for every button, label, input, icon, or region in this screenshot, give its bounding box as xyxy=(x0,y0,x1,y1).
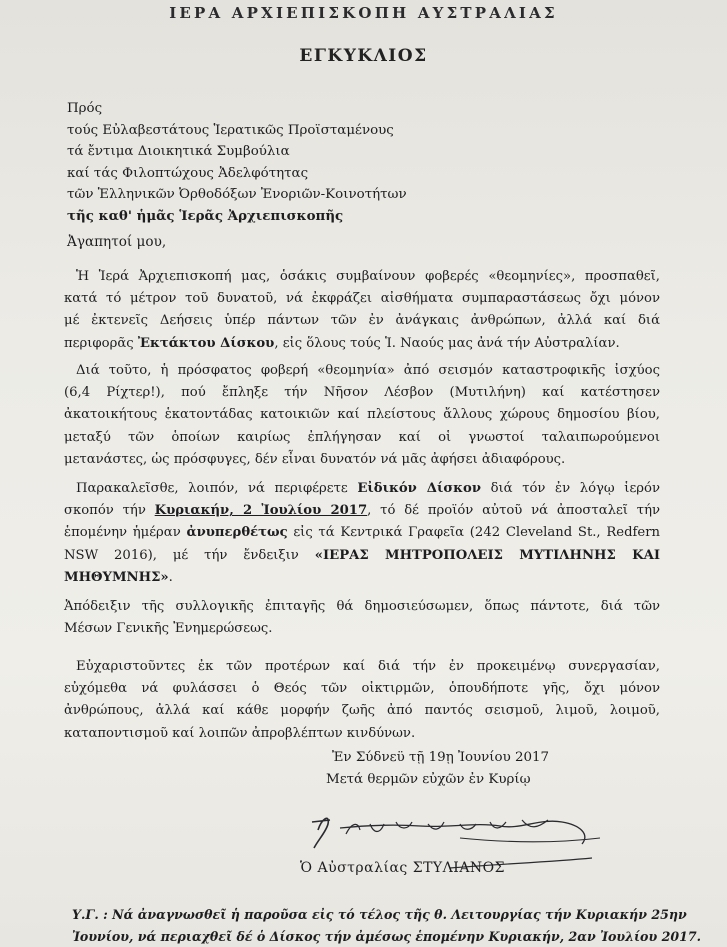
text-fragment: Παρακαλεῖσθε, λοιπόν, νά περιφέρετε xyxy=(76,481,358,496)
emphasis-text: Ἐκτάκτου Δίσκου xyxy=(137,335,275,351)
addressee-line: τά ἔντιμα Διοικητικά Συμβούλια xyxy=(67,144,290,160)
closing-wishes: Μετά θερμῶν εὐχῶν ἐν Κυρίῳ xyxy=(326,772,531,787)
text-line: (6,4 Ρίχτερ!), πού ἔπληξε τήν Νῆσον Λέσβον (Μυτιλήνη) καί κατέστησεν xyxy=(64,385,660,401)
paragraph-3 xyxy=(64,478,660,589)
text-fragment: σκοπόν τήν xyxy=(64,503,155,519)
postscript-line: Ἰουνίου, νά περιαχθεῖ δέ ὁ Δίσκος τήν ἀμέσως ἑπομένην Κυριακήν, 2αν Ἰουλίου 2017. xyxy=(72,929,702,944)
place-date: Ἐν Σύδνεϋ τῇ 19ῃ Ἰουνίου 2017 xyxy=(332,750,550,765)
text-fragment: . xyxy=(168,569,173,585)
archdiocese-header: ΙΕΡΑ ΑΡΧΙΕΠΙΣΚΟΠΗ ΑΥΣΤΡΑΛΙΑΣ xyxy=(169,4,558,22)
paragraph-5 xyxy=(64,656,660,745)
addressee-line: τῶν Ἑλληνικῶν Ὀρθοδόξων Ἐνοριῶν-Κοινοτήτων xyxy=(67,187,407,203)
text-fragment: ἑπομένην ἡμέραν xyxy=(64,525,187,541)
addressee-line: τῆς καθ' ἡμᾶς Ἱερᾶς Ἀρχιεπισκοπῆς xyxy=(67,207,344,224)
postscript-line: Υ.Γ. : Νά ἀναγνωσθεῖ ἡ παροῦσα εἰς τό τέλος τῆς θ. Λειτουργίας τήν Κυριακήν 25ην xyxy=(72,907,687,922)
document-title: ΕΓΚΥΚΛΙΟΣ xyxy=(299,46,428,66)
emphasis-text: Εἰδικόν Δίσκον xyxy=(357,481,481,496)
text-line: Μέσων Γενικῆς Ἐνημερώσεως. xyxy=(64,621,273,637)
text-line xyxy=(64,478,660,500)
emphasis-text: «ΙΕΡΑΣ ΜΗΤΡΟΠΟΛΕΙΣ ΜΥΤΙΛΗΝΗΣ ΚΑΙ xyxy=(314,547,661,563)
text-line: Διά τοῦτο, ἡ πρόσφατος φοβερή «θεομηνία» ἀπό σεισμόν καταστροφικῆς ἰσχύος xyxy=(76,363,660,378)
text-fragment: περιφορᾶς xyxy=(64,335,138,351)
text-line: μεταξύ τῶν ὁποίων καιρίως ἐπλήγησαν καί οἱ γνωστοί ταλαιπωρούμενοι xyxy=(64,429,660,445)
text-fragment: , τό δέ προϊόν αὐτοῦ νά ἀποσταλεῖ τήν xyxy=(367,503,661,519)
addressee-line: τούς Εὐλαβεστάτους Ἱερατικῶς Προϊσταμένους xyxy=(67,122,394,138)
greeting: Ἀγαπητοί μου, xyxy=(67,234,167,250)
text-line: εὐχόμεθα νά φυλάσσει ὁ Θεός τῶν οἰκτιρμῶν, ὁπουδήποτε γῆς, ὄχι μόνον xyxy=(64,681,660,697)
paragraph-4 xyxy=(64,596,660,640)
text-fragment: διά τόν ἐν λόγῳ ἱερόν xyxy=(480,481,660,496)
text-fragment: , εἰς ὅλους τούς Ἱ. Ναούς μας ἀνά τήν Αὐστραλίαν. xyxy=(274,335,620,351)
text-line: μέ ἐκτενεῖς Δεήσεις ὑπέρ πάντων τῶν ἐν ἀνάγκαις ἀνθρώπων, ἀλλά καί διά xyxy=(64,313,660,329)
postscript xyxy=(72,904,702,947)
emphasis-text: ἀνυπερθέτως xyxy=(186,525,288,541)
text-line xyxy=(64,500,660,522)
text-line: καταποντισμοῦ καί λοιπῶν ἀπροβλέπτων κινδύνων. xyxy=(64,725,416,741)
signatory-name: Ὁ Αὐστραλίας ΣΤΥΛΙΑΝΟΣ xyxy=(300,860,506,876)
text-line: Ἡ Ἱερά Ἀρχιεπισκοπή μας, ὁσάκις συμβαίνουν φοβερές «θεομηνίες», προσπαθεῖ, xyxy=(76,269,660,284)
text-line xyxy=(64,522,660,544)
text-line xyxy=(64,333,660,355)
text-fragment: εἰς τά Κεντρικά Γραφεῖα (242 Cleveland St., Redfern xyxy=(287,525,661,541)
addressee-to: Πρός xyxy=(67,101,103,116)
text-fragment: NSW 2016), μέ τήν ἔνδειξιν xyxy=(64,547,315,563)
emphasis-text: ΜΗΘΥΜΝΗΣ» xyxy=(64,569,169,585)
paragraph-1 xyxy=(64,266,660,355)
text-line xyxy=(64,567,660,589)
text-line: ἀνθρώπους, ἀλλά καί κάθε μορφήν ζωῆς ἀπό παντός σεισμοῦ, λιμοῦ, λοιμοῦ, xyxy=(64,703,660,719)
text-line: Εὐχαριστοῦντες ἐκ τῶν προτέρων καί διά τήν ἐν προκειμένῳ συνεργασίαν, xyxy=(76,659,660,674)
text-line: ἀκατοικήτους ἑκατοντάδας κατοικιῶν καί πλείστους ἄλλους χώρους δημοσίου βίου, xyxy=(64,407,660,423)
text-line: μετανάστες, ὡς πρόσφυγες, δέν εἶναι δυνατόν νά μᾶς ἀφήσει ἀδιαφόρους. xyxy=(64,451,566,467)
addressee-block xyxy=(67,98,627,228)
text-line: κατά τό μέτρον τοῦ δυνατοῦ, νά ἐκφράζει αἰσθήματα συμπαραστάσεως ὄχι μόνον xyxy=(64,291,660,307)
text-line xyxy=(64,545,660,567)
date-emphasis: Κυριακήν, 2 Ἰουλίου 2017 xyxy=(154,503,368,519)
addressee-line: καί τάς Φιλοπτώχους Ἀδελφότητας xyxy=(67,165,309,181)
text-line: Ἀπόδειξιν τῆς συλλογικῆς ἐπιταγῆς θά δημοσιεύσωμεν, ὅπως πάντοτε, διά τῶν xyxy=(64,599,660,614)
paragraph-2 xyxy=(64,360,660,471)
